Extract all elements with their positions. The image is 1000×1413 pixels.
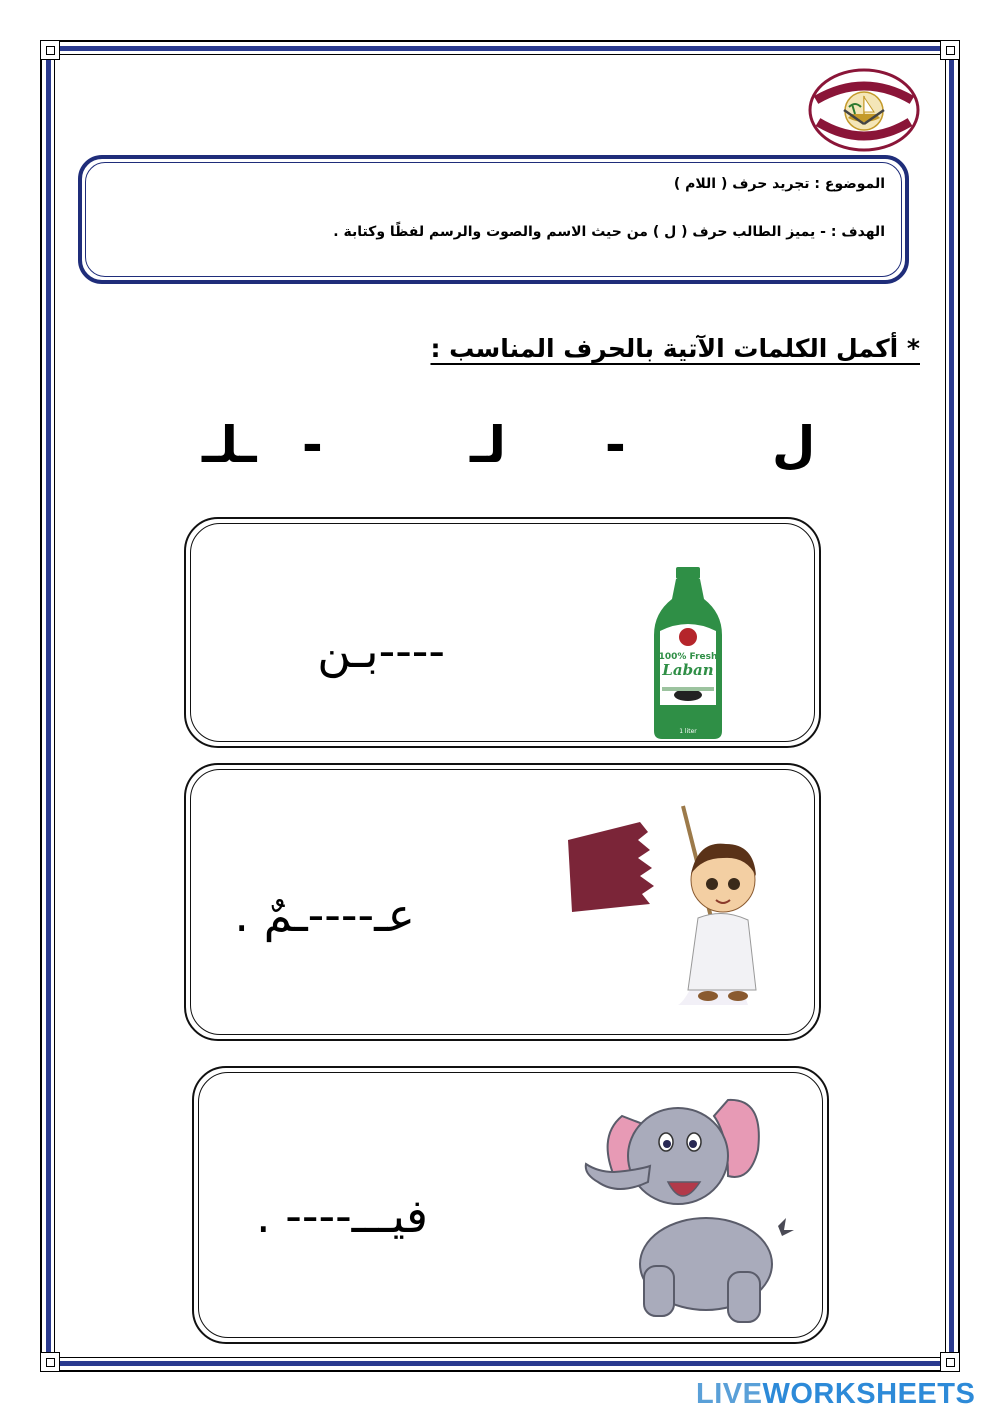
frame-corner-ornament [40,1352,60,1372]
topic-line: الموضوع : تجريد حرف ( اللام ) [673,176,885,192]
product-label-name: Laban [662,661,714,679]
letter-form-initial: لـ [470,416,506,474]
boy-with-flag-image [558,800,780,1020]
product-label-fresh: 100% Fresh [658,652,718,662]
brand-live: LIVE [696,1378,763,1410]
frame-corner-ornament [40,40,60,60]
ministry-logo [808,68,920,152]
letter-form-separator: - [605,416,626,474]
product-label-volume: 1 liter [679,728,697,735]
frame-corner-ornament [940,40,960,60]
frame-corner-ornament [940,1352,960,1372]
letter-form-medial: ـلـ [202,416,257,474]
brand-worksheets: WORKSHEETS [762,1378,976,1410]
liveworksheets-watermark [696,1378,975,1411]
word-blank[interactable]: فيـــ---- . [256,1189,428,1243]
word-blank[interactable]: عـ----ـمٌ . [234,888,415,942]
goal-line: الهدف : - يميز الطالب حرف ( ل ) من حيث الاسم والصوت والرسم لفظًا وكتابة . [333,224,885,240]
laban-bottle-image [648,565,728,743]
instruction-heading: * أكمل الكلمات الآتية بالحرف المناسب : [430,334,920,363]
elephant-image [578,1086,796,1332]
word-blank[interactable]: ----بـن [317,624,445,678]
letter-form-isolated: ل [772,416,816,474]
header-box [78,155,909,284]
letter-form-separator: - [302,416,323,474]
